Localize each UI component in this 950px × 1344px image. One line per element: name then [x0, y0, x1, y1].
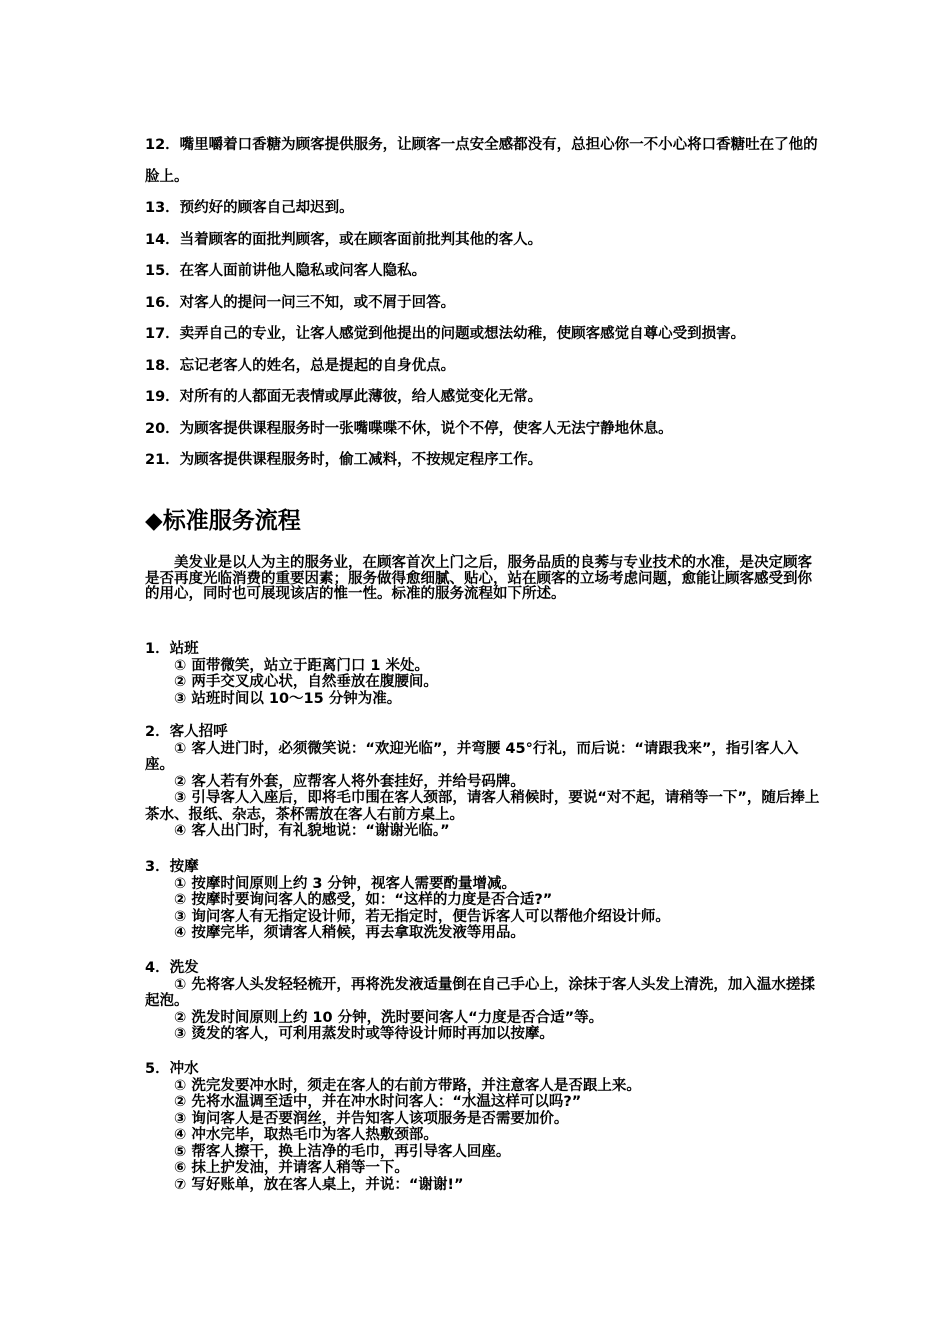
intro-paragraph: 美发业是以人为主的服务业，在顾客首次上门之后，服务品质的良莠与专业技术的水准，是决定顾客是否再度光临消费的重要因素；服务做得愈细腻、贴心，站在顾客的立场考虑问题，愈能让顾客感受到你的用心，同时也可展现该店的惟一性。标准的服务流程如下所述。 — [145, 555, 812, 602]
step-item: ④ 客人出门时，有礼貌地说：“谢谢光临。” — [174, 823, 450, 839]
step-title: 3．按摩 — [145, 859, 199, 875]
step-item: ③ 询问客人是否要润丝，并告知客人该项服务是否需要加价。 — [174, 1110, 569, 1127]
step-title: 5．冲水 — [145, 1061, 199, 1077]
section-heading: ◆标准服务流程 — [145, 508, 301, 534]
list-item: 13．预约好的顾客自己却迟到。 — [145, 200, 354, 216]
step-item: ① 面带微笑，站立于距离门口 1 米处。 — [174, 657, 430, 674]
step-item: ③ 询问客人有无指定设计师，若无指定时，便告诉客人可以帮他介绍设计师。 — [174, 908, 670, 925]
list-item: 14．当着顾客的面批判顾客，或在顾客面前批判其他的客人。 — [145, 231, 543, 248]
step-item: ⑦ 写好账单，放在客人桌上，并说：“谢谢!” — [174, 1176, 464, 1193]
step-item: ① 先将客人头发轻轻梳开，再将洗发液适量倒在自己手心上，涂抹于客人头发上清洗，加入温水搓揉起泡。 — [145, 976, 815, 1009]
step-item: ② 两手交叉成心状，自然垂放在腹腰间。 — [174, 674, 438, 690]
list-item: 15．在客人面前讲他人隐私或问客人隐私。 — [145, 263, 427, 279]
step-item: ② 客人若有外套，应帮客人将外套挂好，并给号码牌。 — [174, 773, 525, 790]
step-item: ② 先将水温调至适中，并在冲水时问客人：“水温这样可以吗?” — [174, 1094, 582, 1110]
step-item: ⑤ 帮客人擦干，换上洁净的毛巾，再引导客人回座。 — [174, 1143, 511, 1160]
list-item: 12．嘴里嚼着口香糖为顾客提供服务，让顾客一点安全感都没有，总担心你一不小心将口香糖吐在了他的脸上。 — [145, 137, 818, 185]
step-item: ③ 引导客人入座后，即将毛巾围在客人颈部，请客人稍候时，要说“对不起，请稍等一下”，随后捧上茶水、报纸、杂志，茶杯需放在客人右前方桌上。 — [145, 790, 820, 823]
taboo-list — [145, 130, 825, 477]
list-item: 16．对客人的提问一问三不知，或不屑于回答。 — [145, 294, 456, 311]
step-item: ③ 烫发的客人，可利用蒸发时或等待设计师时再加以按摩。 — [174, 1026, 554, 1042]
list-item: 18．忘记老客人的姓名，总是提起的自身优点。 — [145, 357, 456, 374]
step-section-5 — [145, 1061, 820, 1193]
step-section-3 — [145, 859, 820, 942]
step-section-2 — [145, 724, 820, 840]
step-item: ④ 冲水完毕，取热毛巾为客人热敷颈部。 — [174, 1127, 438, 1143]
list-item: 19．对所有的人都面无表情或厚此薄彼，给人感觉变化无常。 — [145, 389, 543, 405]
step-item: ④ 按摩完毕，须请客人稍候，再去拿取洗发液等用品。 — [174, 925, 525, 941]
step-section-1 — [145, 641, 820, 707]
list-item: 21．为顾客提供课程服务时，偷工减料，不按规定程序工作。 — [145, 452, 543, 468]
list-item: 17．卖弄自己的专业，让客人感觉到他提出的问题或想法幼稚，使顾客感觉自尊心受到损害。 — [145, 326, 746, 342]
step-item: ② 洗发时间原则上约 10 分钟，洗时要问客人“力度是否合适”等。 — [174, 1009, 604, 1026]
step-title: 1．站班 — [145, 641, 199, 657]
step-title: 4．洗发 — [145, 960, 199, 976]
step-item: ② 按摩时要询问客人的感受，如：“这样的力度是否合适?” — [174, 892, 553, 908]
step-item: ① 洗完发要冲水时，须走在客人的右前方带路，并注意客人是否跟上来。 — [174, 1077, 641, 1094]
step-section-4 — [145, 960, 820, 1043]
step-title: 2．客人招呼 — [145, 724, 228, 740]
list-item: 20．为顾客提供课程服务时一张嘴喋喋不休，说个不停，使客人无法宁静地休息。 — [145, 420, 673, 437]
step-item: ① 按摩时间原则上约 3 分钟，视客人需要酌量增减。 — [174, 875, 517, 892]
step-item: ③ 站班时间以 10～15 分钟为准。 — [174, 690, 402, 707]
step-item: ⑥ 抹上护发油，并请客人稍等一下。 — [174, 1160, 409, 1176]
step-item: ① 客人进门时，必须微笑说：“欢迎光临”，并弯腰 45°行礼，而后说：“请跟我来”，指引客人入座。 — [145, 740, 799, 773]
